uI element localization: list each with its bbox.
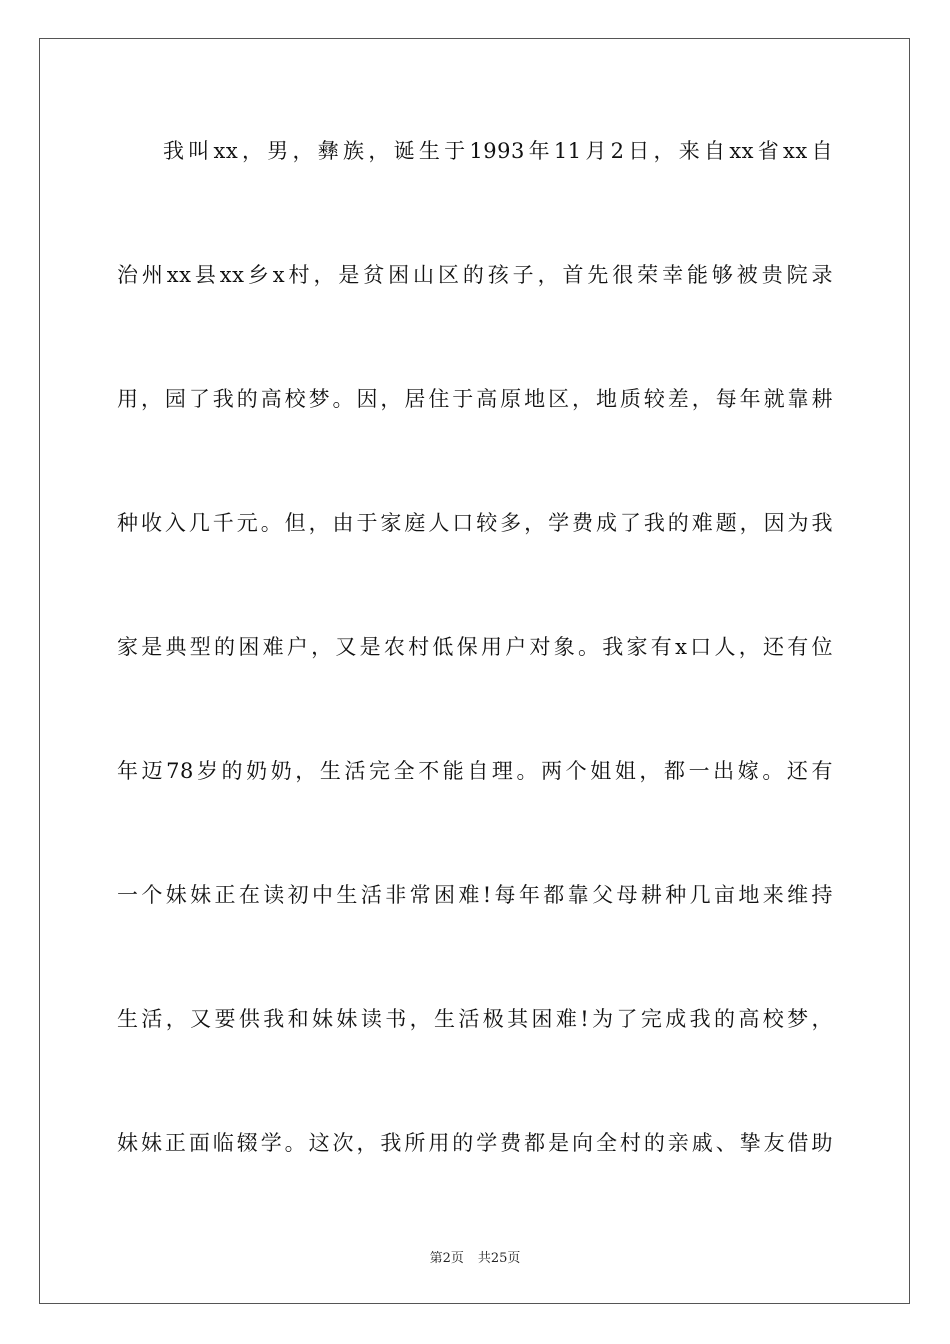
paragraph-line: 治州xx县xx乡x村，是贫困山区的孩子，首先很荣幸能够被贵院录	[117, 263, 833, 287]
paragraph-line: 一个妹妹正在读初中生活非常困难!每年都靠父母耕种几亩地来维持	[117, 883, 833, 907]
total-pages: 共25页	[477, 1251, 521, 1266]
paragraph-line: 用，园了我的高校梦。因，居住于高原地区，地质较差，每年就靠耕	[117, 387, 833, 411]
document-body	[117, 128, 833, 1244]
paragraph-line: 年迈78岁的奶奶，生活完全不能自理。两个姐姐，都一出嫁。还有	[117, 759, 833, 783]
paragraph-line: 生活，又要供我和妹妹读书，生活极其困难!为了完成我的高校梦，	[117, 1007, 833, 1031]
paragraph-line: 家是典型的困难户，又是农村低保用户对象。我家有x口人，还有位	[117, 635, 833, 659]
paragraph-line: 妹妹正面临辍学。这次，我所用的学费都是向全村的亲戚、挚友借助	[117, 1131, 833, 1155]
paragraph-line: 种收入几千元。但，由于家庭人口较多，学费成了我的难题，因为我	[117, 511, 833, 535]
page-number: 第2页	[429, 1251, 464, 1266]
page-footer	[0, 1247, 950, 1266]
paragraph-line: 我叫xx，男，彝族，诞生于1993年11月2日，来自xx省xx自	[163, 139, 833, 163]
